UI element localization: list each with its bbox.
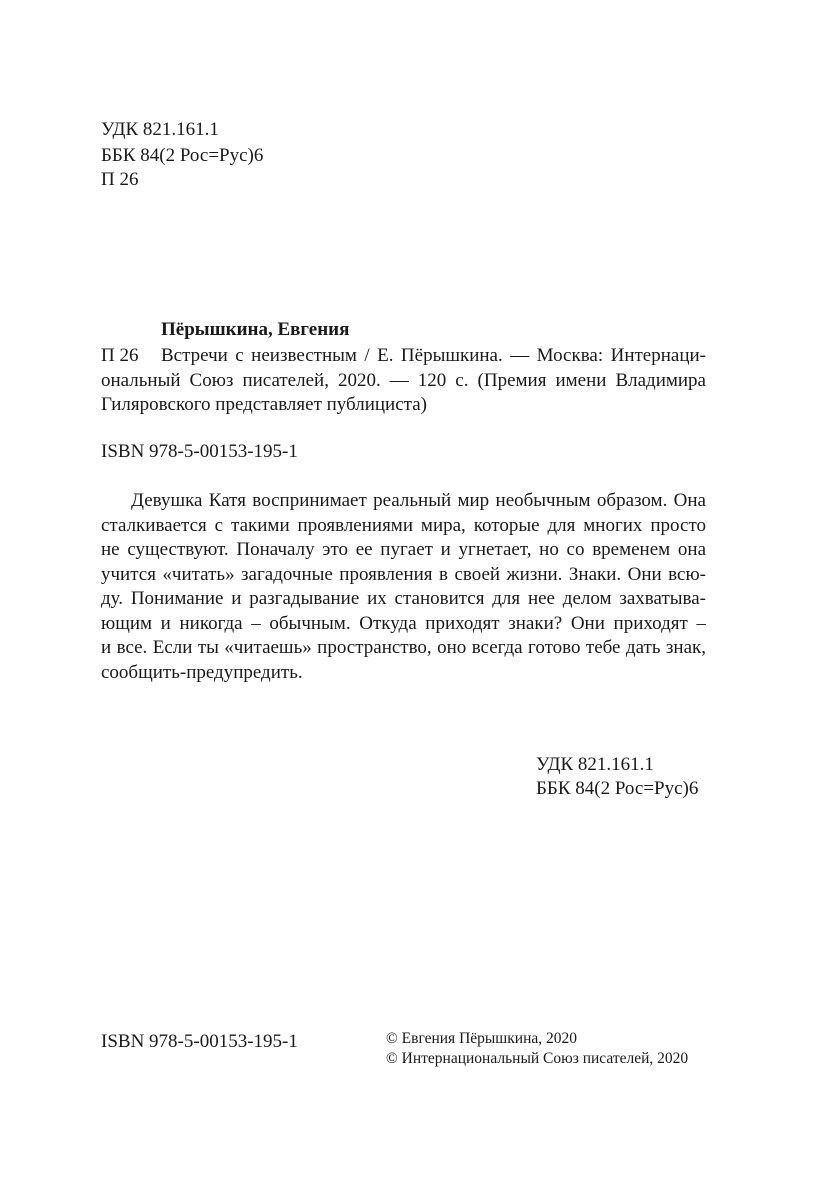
isbn-bottom: ISBN 978-5-00153-195-1: [101, 1031, 298, 1052]
annotation-line-2: сталкивается с такими проявлениями мира, которые для многих просто: [101, 515, 706, 536]
entry-line-3: Гиляровского представляет публициста): [101, 394, 427, 415]
isbn-top: ISBN 978-5-00153-195-1: [101, 441, 298, 462]
bbk-top: ББК 84(2 Рос=Рус)6: [101, 145, 264, 166]
bbk-bottom: ББК 84(2 Рос=Рус)6: [536, 778, 699, 799]
copyright-publisher: © Интернациональный Союз писателей, 2020: [386, 1050, 689, 1067]
annotation-line-3: не существуют. Поначалу это ее пугает и угнетает, но со временем она: [101, 539, 706, 560]
entry-line-2: ональный Союз писателей, 2020. — 120 с. (Премия имени Владимира: [101, 370, 706, 391]
udk-bottom: УДК 821.161.1: [536, 754, 654, 775]
author-mark-top: П 26: [101, 169, 139, 190]
author-heading: Пёрышкина, Евгения: [161, 319, 350, 340]
entry-line-1: Встречи с неизвестным / Е. Пёрышкина. — Москва: Интернаци-: [161, 345, 706, 366]
annotation-line-5: ду. Понимание и разгадывание их становится для нее делом захватыва-: [101, 588, 706, 609]
copyright-author: © Евгения Пёрышкина, 2020: [386, 1030, 577, 1047]
annotation-line-7: и все. Если ты «читаешь» пространство, оно всегда готово тебе дать знак,: [101, 637, 706, 658]
annotation-line-6: ющим и никогда – обычным. Откуда приходят знаки? Они приходят –: [101, 613, 706, 634]
annotation-line-4: учится «читать» загадочные проявления в своей жизни. Знаки. Они всю-: [101, 564, 706, 585]
author-mark-entry: П 26: [101, 345, 139, 366]
annotation-line-8: сообщить-предупредить.: [101, 662, 303, 683]
udk-top: УДК 821.161.1: [101, 119, 219, 140]
annotation-line-1: Девушка Катя воспринимает реальный мир необычным образом. Она: [131, 490, 706, 511]
